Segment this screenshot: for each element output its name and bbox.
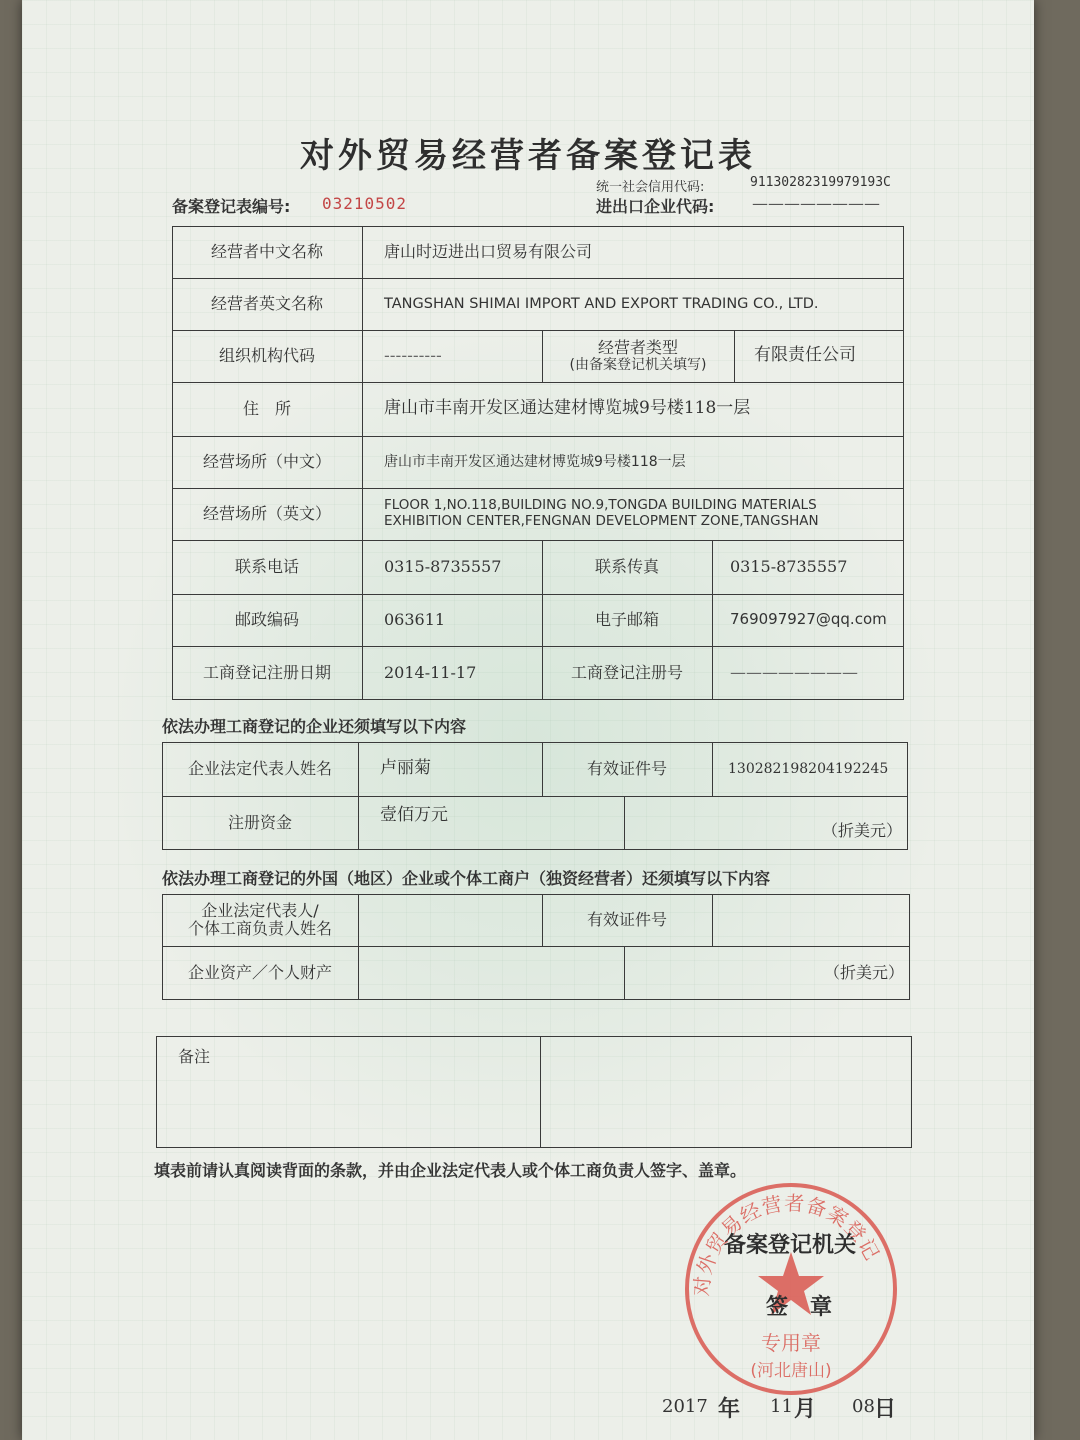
reg-date: 2014-11-17 bbox=[384, 662, 477, 682]
post-label: 邮政编码 bbox=[234, 609, 299, 629]
email-label: 电子邮箱 bbox=[594, 609, 659, 629]
id-number-label: 有效证件号 bbox=[586, 758, 667, 778]
credit-code-label: 统一社会信用代码: bbox=[596, 180, 705, 195]
fax: 0315-8735557 bbox=[730, 556, 848, 576]
assets-label: 企业资产／个人财产 bbox=[187, 962, 332, 982]
foreign-rep-label-line-2: 个体工商负责人姓名 bbox=[187, 919, 332, 938]
footer-instruction: 填表前请认真阅读背面的条款，并由企业法定代表人或个体工商负责人签字、盖章。 bbox=[154, 1161, 747, 1180]
en-name: TANGSHAN SHIMAI IMPORT AND EXPORT TRADING CO., LTD. bbox=[384, 295, 819, 312]
reg-date-label: 工商登记注册日期 bbox=[202, 662, 331, 682]
place-cn: 唐山市丰南开发区通达建材博览城9号楼118一层 bbox=[384, 453, 686, 470]
seal-location-text: (河北唐山) bbox=[750, 1361, 832, 1381]
post-code: 063611 bbox=[384, 609, 446, 629]
place-cn-label: 经营场所（中文） bbox=[202, 451, 331, 471]
page-title: 对外贸易经营者备案登记表 bbox=[300, 136, 756, 176]
date-day-unit: 日 bbox=[874, 1397, 897, 1422]
fax-label: 联系传真 bbox=[594, 556, 659, 576]
date-year-unit: 年 bbox=[718, 1397, 741, 1422]
seal-label: 签 章 bbox=[766, 1295, 833, 1320]
place-en-label: 经营场所（英文） bbox=[202, 503, 331, 523]
official-seal-icon bbox=[682, 1180, 900, 1398]
org-code: ---------- bbox=[384, 345, 442, 365]
date-year: 2017 bbox=[662, 1396, 708, 1417]
capital-label: 注册资金 bbox=[227, 812, 292, 832]
ie-code-label: 进出口企业代码: bbox=[596, 197, 715, 216]
section1-heading: 依法办理工商登记的企业还须填写以下内容 bbox=[162, 717, 467, 736]
address: 唐山市丰南开发区通达建材博览城9号楼118一层 bbox=[384, 398, 751, 419]
operator-type-label-main: 经营者类型 bbox=[597, 337, 678, 357]
cn-name-label: 经营者中文名称 bbox=[210, 241, 323, 261]
remarks-table bbox=[156, 1036, 912, 1148]
foreign-rep-label-line-1: 企业法定代表人/ bbox=[201, 900, 319, 920]
capital: 壹佰万元 bbox=[380, 805, 448, 825]
email: 769097927@qq.com bbox=[730, 610, 887, 629]
place-en-line-2: EXHIBITION CENTER,FENGNAN DEVELOPMENT ZONE,TANGSHAN bbox=[384, 513, 819, 529]
date-month: 11 bbox=[770, 1396, 793, 1417]
form-number: 03210502 bbox=[322, 194, 408, 213]
ie-code: ———————— bbox=[752, 194, 880, 213]
remarks-label: 备注 bbox=[178, 1047, 211, 1066]
registration-authority: 备案登记机关 bbox=[724, 1233, 857, 1258]
date-day: 08 bbox=[852, 1396, 875, 1417]
legal-rep: 卢丽菊 bbox=[380, 758, 431, 779]
reg-no-label: 工商登记注册号 bbox=[570, 662, 683, 682]
capital-usd-note: （折美元） bbox=[821, 820, 902, 840]
org-code-label: 组织机构代码 bbox=[218, 345, 315, 365]
operator-type-label bbox=[542, 330, 734, 382]
operator-type-label-note: (由备案登记机关填写) bbox=[569, 357, 707, 374]
legal-rep-label: 企业法定代表人姓名 bbox=[187, 758, 332, 778]
cn-name: 唐山时迈进出口贸易有限公司 bbox=[384, 241, 593, 261]
form-paper bbox=[22, 0, 1034, 1440]
place-en-line-1: FLOOR 1,NO.118,BUILDING NO.9,TONGDA BUILDING MATERIALS bbox=[384, 497, 817, 514]
seal-ring-text: 对外贸易经营者备案登记 bbox=[689, 1190, 885, 1297]
form-number-label: 备案登记表编号: bbox=[172, 197, 291, 216]
foreign-rep-label bbox=[162, 894, 358, 946]
date-month-unit: 月 bbox=[794, 1397, 817, 1422]
place-en bbox=[362, 488, 904, 540]
reg-no: ———————— bbox=[730, 662, 858, 682]
address-label: 住 所 bbox=[242, 398, 291, 418]
phone: 0315-8735557 bbox=[384, 556, 502, 576]
phone-label: 联系电话 bbox=[234, 556, 299, 576]
credit-code: 91130282319979193C bbox=[750, 175, 891, 190]
foreign-id-label: 有效证件号 bbox=[586, 909, 667, 929]
assets-usd-note: （折美元） bbox=[823, 962, 904, 982]
id-number: 130282198204192245 bbox=[728, 760, 889, 777]
en-name-label: 经营者英文名称 bbox=[210, 293, 323, 313]
seal-inner-text: 专用章 bbox=[761, 1331, 821, 1355]
section2-heading: 依法办理工商登记的外国（地区）企业或个体工商户（独资经营者）还须填写以下内容 bbox=[162, 869, 771, 888]
operator-type: 有限责任公司 bbox=[754, 345, 856, 366]
